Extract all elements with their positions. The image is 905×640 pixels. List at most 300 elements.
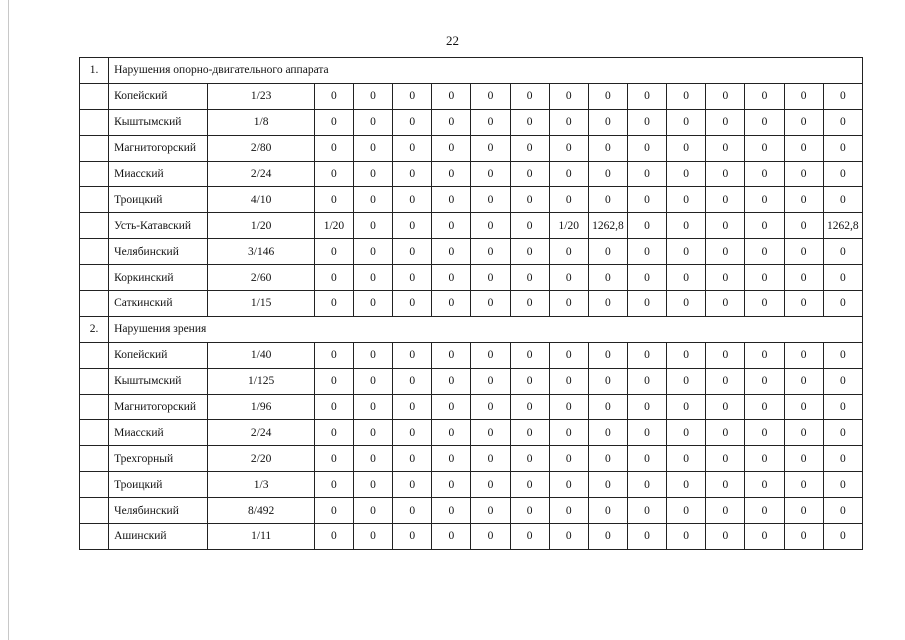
value-cell: 0	[549, 498, 588, 524]
value-cell: 0	[353, 524, 392, 550]
value-cell: 0	[314, 265, 353, 291]
value-cell: 0	[510, 394, 549, 420]
value-cell: 0	[588, 265, 627, 291]
value-cell: 0	[745, 394, 784, 420]
index-empty-cell	[80, 420, 109, 446]
section-index: 1.	[80, 58, 109, 84]
district-name-cell: Троицкий	[109, 187, 208, 213]
value-cell: 0	[823, 161, 862, 187]
value-cell: 0	[393, 239, 432, 265]
value-cell: 0	[745, 420, 784, 446]
ratio-cell: 1/23	[208, 83, 314, 109]
value-cell: 0	[549, 265, 588, 291]
value-cell: 0	[471, 394, 510, 420]
value-cell: 0	[667, 83, 706, 109]
ratio-cell: 4/10	[208, 187, 314, 213]
value-cell: 1/20	[314, 213, 353, 239]
value-cell: 0	[549, 291, 588, 317]
value-cell: 0	[549, 83, 588, 109]
table-row	[80, 83, 863, 109]
value-cell: 0	[745, 213, 784, 239]
value-cell: 0	[745, 368, 784, 394]
value-cell: 0	[510, 213, 549, 239]
value-cell: 0	[784, 83, 823, 109]
value-cell: 0	[745, 265, 784, 291]
value-cell: 0	[510, 524, 549, 550]
table-row	[80, 342, 863, 368]
value-cell: 0	[549, 109, 588, 135]
ratio-cell: 1/125	[208, 368, 314, 394]
value-cell: 0	[549, 420, 588, 446]
value-cell: 0	[706, 446, 745, 472]
value-cell: 0	[314, 109, 353, 135]
value-cell: 0	[393, 342, 432, 368]
table-row	[80, 239, 863, 265]
value-cell: 0	[667, 213, 706, 239]
table-body	[80, 58, 863, 550]
value-cell: 0	[393, 368, 432, 394]
value-cell: 0	[706, 342, 745, 368]
table-row	[80, 291, 863, 317]
value-cell: 0	[823, 135, 862, 161]
value-cell: 0	[588, 83, 627, 109]
value-cell: 0	[823, 394, 862, 420]
value-cell: 0	[353, 83, 392, 109]
value-cell: 0	[510, 135, 549, 161]
value-cell: 0	[432, 109, 471, 135]
value-cell: 0	[432, 213, 471, 239]
value-cell: 0	[314, 394, 353, 420]
value-cell: 0	[784, 342, 823, 368]
value-cell: 0	[353, 187, 392, 213]
value-cell: 0	[667, 187, 706, 213]
value-cell: 0	[667, 498, 706, 524]
table-row	[80, 472, 863, 498]
value-cell: 0	[432, 420, 471, 446]
value-cell: 0	[314, 420, 353, 446]
section-title: Нарушения зрения	[109, 316, 863, 342]
index-empty-cell	[80, 187, 109, 213]
table-row	[80, 187, 863, 213]
value-cell: 0	[314, 161, 353, 187]
value-cell: 0	[353, 342, 392, 368]
value-cell: 0	[432, 342, 471, 368]
table-row	[80, 368, 863, 394]
value-cell: 0	[432, 265, 471, 291]
value-cell: 0	[588, 135, 627, 161]
value-cell: 0	[706, 420, 745, 446]
value-cell: 0	[627, 524, 666, 550]
value-cell: 0	[745, 291, 784, 317]
value-cell: 0	[627, 472, 666, 498]
district-name-cell: Троицкий	[109, 472, 208, 498]
value-cell: 0	[471, 498, 510, 524]
value-cell: 0	[706, 135, 745, 161]
value-cell: 0	[823, 83, 862, 109]
value-cell: 0	[393, 83, 432, 109]
value-cell: 0	[471, 342, 510, 368]
table-row	[80, 524, 863, 550]
value-cell: 0	[588, 368, 627, 394]
value-cell: 0	[314, 135, 353, 161]
value-cell: 0	[627, 213, 666, 239]
value-cell: 0	[784, 135, 823, 161]
section-title: Нарушения опорно-двигательного аппарата	[109, 58, 863, 84]
value-cell: 0	[745, 187, 784, 213]
value-cell: 0	[393, 420, 432, 446]
index-empty-cell	[80, 213, 109, 239]
ratio-cell: 1/11	[208, 524, 314, 550]
value-cell: 0	[784, 368, 823, 394]
value-cell: 0	[706, 239, 745, 265]
value-cell: 0	[706, 213, 745, 239]
value-cell: 0	[471, 446, 510, 472]
ratio-cell: 1/3	[208, 472, 314, 498]
value-cell: 0	[706, 368, 745, 394]
value-cell: 0	[353, 420, 392, 446]
value-cell: 0	[667, 446, 706, 472]
value-cell: 0	[432, 187, 471, 213]
value-cell: 0	[393, 498, 432, 524]
value-cell: 0	[353, 394, 392, 420]
value-cell: 0	[314, 498, 353, 524]
value-cell: 0	[314, 472, 353, 498]
value-cell: 0	[627, 187, 666, 213]
value-cell: 0	[588, 446, 627, 472]
value-cell: 0	[823, 524, 862, 550]
value-cell: 0	[823, 472, 862, 498]
value-cell: 0	[510, 291, 549, 317]
index-empty-cell	[80, 239, 109, 265]
value-cell: 0	[706, 524, 745, 550]
value-cell: 0	[510, 161, 549, 187]
value-cell: 0	[314, 239, 353, 265]
value-cell: 0	[745, 109, 784, 135]
value-cell: 0	[784, 213, 823, 239]
value-cell: 0	[588, 524, 627, 550]
value-cell: 0	[393, 524, 432, 550]
value-cell: 0	[510, 446, 549, 472]
district-name-cell: Усть-Катавский	[109, 213, 208, 239]
ratio-cell: 2/24	[208, 420, 314, 446]
value-cell: 0	[393, 394, 432, 420]
value-cell: 0	[353, 109, 392, 135]
value-cell: 0	[667, 265, 706, 291]
value-cell: 0	[510, 342, 549, 368]
value-cell: 0	[353, 498, 392, 524]
index-empty-cell	[80, 83, 109, 109]
value-cell: 0	[784, 394, 823, 420]
value-cell: 0	[745, 524, 784, 550]
section-header-row	[80, 58, 863, 84]
value-cell: 0	[314, 446, 353, 472]
value-cell: 0	[471, 161, 510, 187]
value-cell: 0	[549, 187, 588, 213]
value-cell: 0	[549, 342, 588, 368]
value-cell: 0	[667, 135, 706, 161]
value-cell: 0	[432, 239, 471, 265]
value-cell: 0	[627, 420, 666, 446]
value-cell: 0	[314, 524, 353, 550]
value-cell: 0	[510, 265, 549, 291]
value-cell: 1/20	[549, 213, 588, 239]
value-cell: 0	[471, 83, 510, 109]
value-cell: 0	[823, 265, 862, 291]
district-name-cell: Миасский	[109, 161, 208, 187]
value-cell: 0	[549, 239, 588, 265]
ratio-cell: 2/60	[208, 265, 314, 291]
value-cell: 0	[393, 472, 432, 498]
value-cell: 0	[784, 239, 823, 265]
value-cell: 0	[471, 239, 510, 265]
index-empty-cell	[80, 368, 109, 394]
value-cell: 0	[353, 161, 392, 187]
value-cell: 0	[471, 109, 510, 135]
value-cell: 0	[353, 291, 392, 317]
district-name-cell: Миасский	[109, 420, 208, 446]
value-cell: 0	[745, 239, 784, 265]
district-name-cell: Копейский	[109, 83, 208, 109]
value-cell: 0	[667, 291, 706, 317]
value-cell: 0	[823, 368, 862, 394]
value-cell: 0	[353, 446, 392, 472]
value-cell: 0	[471, 420, 510, 446]
ratio-cell: 2/24	[208, 161, 314, 187]
ratio-cell: 1/40	[208, 342, 314, 368]
value-cell: 0	[745, 342, 784, 368]
ratio-cell: 1/20	[208, 213, 314, 239]
district-name-cell: Ашинский	[109, 524, 208, 550]
table-row	[80, 213, 863, 239]
value-cell: 0	[627, 342, 666, 368]
value-cell: 0	[393, 135, 432, 161]
section-header-row	[80, 316, 863, 342]
value-cell: 0	[706, 472, 745, 498]
value-cell: 0	[471, 213, 510, 239]
value-cell: 0	[353, 213, 392, 239]
value-cell: 0	[784, 446, 823, 472]
value-cell: 0	[667, 239, 706, 265]
value-cell: 0	[588, 109, 627, 135]
ratio-cell: 2/80	[208, 135, 314, 161]
value-cell: 0	[627, 394, 666, 420]
index-empty-cell	[80, 394, 109, 420]
value-cell: 0	[510, 109, 549, 135]
value-cell: 0	[823, 239, 862, 265]
value-cell: 0	[549, 135, 588, 161]
value-cell: 0	[784, 265, 823, 291]
district-name-cell: Трехгорный	[109, 446, 208, 472]
value-cell: 0	[510, 239, 549, 265]
index-empty-cell	[80, 472, 109, 498]
page-number: 22	[446, 33, 459, 48]
ratio-cell: 1/8	[208, 109, 314, 135]
value-cell: 0	[706, 187, 745, 213]
value-cell: 0	[549, 394, 588, 420]
value-cell: 0	[393, 291, 432, 317]
value-cell: 0	[471, 291, 510, 317]
value-cell: 0	[706, 265, 745, 291]
value-cell: 0	[706, 291, 745, 317]
value-cell: 0	[784, 161, 823, 187]
index-empty-cell	[80, 109, 109, 135]
index-empty-cell	[80, 265, 109, 291]
value-cell: 0	[588, 498, 627, 524]
value-cell: 0	[549, 524, 588, 550]
value-cell: 0	[314, 342, 353, 368]
district-name-cell: Магнитогорский	[109, 394, 208, 420]
value-cell: 0	[353, 239, 392, 265]
value-cell: 0	[471, 135, 510, 161]
value-cell: 0	[784, 420, 823, 446]
value-cell: 0	[784, 472, 823, 498]
section-index: 2.	[80, 316, 109, 342]
value-cell: 0	[784, 498, 823, 524]
value-cell: 0	[588, 291, 627, 317]
value-cell: 0	[471, 368, 510, 394]
value-cell: 0	[393, 109, 432, 135]
value-cell: 0	[314, 187, 353, 213]
value-cell: 0	[314, 291, 353, 317]
value-cell: 0	[588, 472, 627, 498]
table-row	[80, 265, 863, 291]
value-cell: 0	[706, 109, 745, 135]
value-cell: 0	[823, 420, 862, 446]
value-cell: 0	[667, 368, 706, 394]
page-edge-rule	[8, 0, 9, 640]
value-cell: 0	[667, 109, 706, 135]
value-cell: 0	[471, 472, 510, 498]
value-cell: 0	[706, 161, 745, 187]
table-row	[80, 446, 863, 472]
district-name-cell: Саткинский	[109, 291, 208, 317]
value-cell: 0	[588, 394, 627, 420]
index-empty-cell	[80, 161, 109, 187]
district-name-cell: Магнитогорский	[109, 135, 208, 161]
value-cell: 0	[432, 291, 471, 317]
value-cell: 0	[588, 239, 627, 265]
value-cell: 0	[471, 187, 510, 213]
value-cell: 0	[627, 161, 666, 187]
value-cell: 0	[510, 420, 549, 446]
table-row	[80, 498, 863, 524]
value-cell: 0	[471, 265, 510, 291]
value-cell: 0	[314, 368, 353, 394]
value-cell: 0	[432, 368, 471, 394]
value-cell: 0	[823, 342, 862, 368]
value-cell: 0	[510, 472, 549, 498]
value-cell: 0	[627, 291, 666, 317]
ratio-cell: 2/20	[208, 446, 314, 472]
value-cell: 0	[667, 420, 706, 446]
value-cell: 0	[393, 161, 432, 187]
value-cell: 0	[823, 109, 862, 135]
value-cell: 0	[823, 187, 862, 213]
value-cell: 0	[706, 498, 745, 524]
value-cell: 0	[432, 161, 471, 187]
value-cell: 0	[745, 83, 784, 109]
value-cell: 0	[432, 472, 471, 498]
district-name-cell: Коркинский	[109, 265, 208, 291]
value-cell: 0	[745, 161, 784, 187]
value-cell: 0	[627, 239, 666, 265]
value-cell: 0	[432, 498, 471, 524]
table-row	[80, 109, 863, 135]
value-cell: 0	[745, 446, 784, 472]
value-cell: 0	[510, 498, 549, 524]
value-cell: 0	[393, 265, 432, 291]
value-cell: 0	[510, 368, 549, 394]
value-cell: 0	[588, 342, 627, 368]
value-cell: 0	[667, 394, 706, 420]
value-cell: 0	[823, 498, 862, 524]
index-empty-cell	[80, 446, 109, 472]
value-cell: 0	[432, 83, 471, 109]
value-cell: 0	[706, 83, 745, 109]
value-cell: 0	[667, 472, 706, 498]
value-cell: 0	[314, 83, 353, 109]
value-cell: 0	[549, 446, 588, 472]
value-cell: 0	[627, 265, 666, 291]
ratio-cell: 3/146	[208, 239, 314, 265]
value-cell: 0	[588, 161, 627, 187]
district-name-cell: Кыштымский	[109, 368, 208, 394]
district-name-cell: Челябинский	[109, 498, 208, 524]
index-empty-cell	[80, 524, 109, 550]
value-cell: 0	[510, 83, 549, 109]
value-cell: 1262,8	[823, 213, 862, 239]
value-cell: 0	[745, 498, 784, 524]
value-cell: 0	[549, 368, 588, 394]
value-cell: 0	[393, 213, 432, 239]
data-table	[79, 57, 863, 550]
table-row	[80, 420, 863, 446]
value-cell: 0	[353, 368, 392, 394]
value-cell: 0	[588, 420, 627, 446]
value-cell: 0	[353, 472, 392, 498]
value-cell: 0	[432, 394, 471, 420]
index-empty-cell	[80, 291, 109, 317]
ratio-cell: 8/492	[208, 498, 314, 524]
value-cell: 0	[627, 446, 666, 472]
value-cell: 0	[549, 161, 588, 187]
district-name-cell: Кыштымский	[109, 109, 208, 135]
table-row	[80, 161, 863, 187]
index-empty-cell	[80, 135, 109, 161]
value-cell: 0	[745, 472, 784, 498]
ratio-cell: 1/15	[208, 291, 314, 317]
value-cell: 0	[393, 187, 432, 213]
value-cell: 0	[588, 187, 627, 213]
value-cell: 0	[393, 446, 432, 472]
value-cell: 0	[784, 291, 823, 317]
value-cell: 0	[549, 472, 588, 498]
index-empty-cell	[80, 498, 109, 524]
index-empty-cell	[80, 342, 109, 368]
table-row	[80, 394, 863, 420]
value-cell: 0	[627, 83, 666, 109]
value-cell: 0	[353, 135, 392, 161]
value-cell: 0	[627, 368, 666, 394]
value-cell: 0	[706, 394, 745, 420]
value-cell: 0	[432, 446, 471, 472]
value-cell: 0	[432, 524, 471, 550]
value-cell: 0	[510, 187, 549, 213]
value-cell: 0	[667, 342, 706, 368]
table-row	[80, 135, 863, 161]
district-name-cell: Копейский	[109, 342, 208, 368]
value-cell: 0	[667, 524, 706, 550]
